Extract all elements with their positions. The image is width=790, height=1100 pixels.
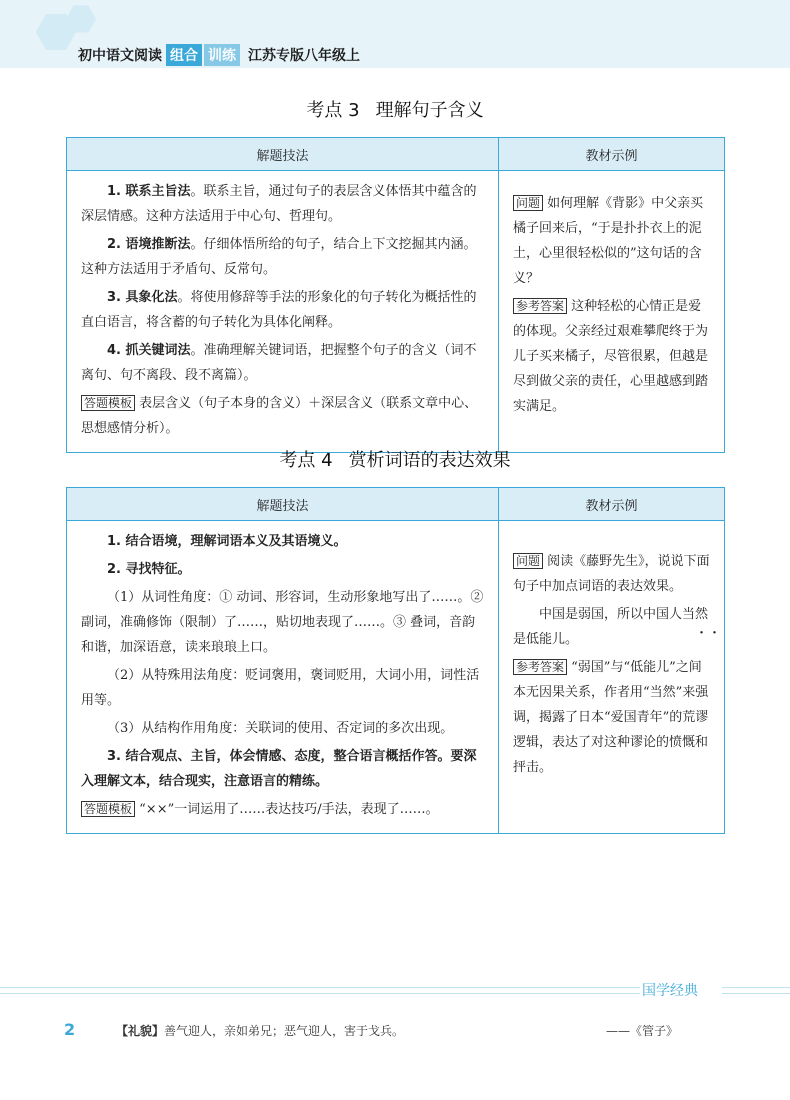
footer-divider xyxy=(722,987,790,988)
section3-example-cell xyxy=(499,171,725,453)
answer-template: 答题模板 “××”一词运用了……表达技巧/手法，表现了……。 xyxy=(81,797,488,822)
series-edition: 江苏专版八年级上 xyxy=(248,48,360,64)
section4-number: 考点 4 xyxy=(279,450,333,471)
method-subitem: （3）从结构作用角度：关联词的使用、否定词的多次出现。 xyxy=(107,721,454,736)
footer-quote xyxy=(116,1022,404,1039)
method-item: 4. 抓关键词法。准确理解关键词语，把握整个句子的含义（词不离句、句不离段、段不离篇）。 xyxy=(81,343,477,383)
page-number: 2 xyxy=(64,1020,76,1039)
quote-source: ——《管子》 xyxy=(606,1024,679,1038)
example-sentence: 中国是弱国，所以中国人当然是低能儿。 xyxy=(513,607,709,647)
method-item: 2. 寻找特征。 xyxy=(107,562,191,577)
section4-heading xyxy=(0,446,790,472)
section3-col-left-header: 解题技法 xyxy=(67,138,499,171)
section4-col-right-header: 教材示例 xyxy=(499,488,725,521)
method-subitem: （1）从词性角度：① 动词、形容词，生动形象地写出了……。② 副词，准确修饰（限制）了……，贴切地表现了……。③ 叠词，音韵和谐，加深语意，读来琅琅上口。 xyxy=(81,590,484,655)
section3-number: 考点 3 xyxy=(306,100,360,121)
emphasis-dot-word: 然 xyxy=(695,607,709,622)
section4-table xyxy=(66,487,725,834)
series-tag-1: 组合 xyxy=(166,44,202,66)
template-label: 答题模板 xyxy=(81,801,135,817)
template-label: 答题模板 xyxy=(81,395,135,411)
answer-template: 答题模板 表层含义（句子本身的含义）＋深层含义（联系文章中心、思想感情分析）。 xyxy=(81,396,478,436)
footer-divider xyxy=(0,987,640,988)
method-subitem: （2）从特殊用法角度：贬词褒用，褒词贬用，大词小用，词性活用等。 xyxy=(81,668,480,708)
example-answer: 参考答案 这种轻松的心情正是爱的体现。父亲经过艰难攀爬终于为儿子买来橘子，尽管很累，但越是尽到做父亲的责任，心里越感到踏实满足。 xyxy=(513,299,709,414)
section3-col-right-header: 教材示例 xyxy=(499,138,725,171)
section3-methods-cell xyxy=(67,171,499,453)
method-item: 3. 结合观点、主旨，体会情感、态度，整合语言概括作答。要深入理解文本，结合现实，注意语言的精练。 xyxy=(81,749,477,789)
quote-tag: 【礼貌】 xyxy=(116,1024,165,1038)
emphasis-dot-word: 当 xyxy=(682,607,696,622)
section3-heading xyxy=(0,96,790,122)
method-item: 1. 结合语境，理解词语本义及其语境义。 xyxy=(107,534,347,549)
method-item: 1. 联系主旨法。联系主旨，通过句子的表层含义体悟其中蕴含的深层情感。这种方法适用于中心句、哲理句。 xyxy=(81,184,477,224)
book-series-title xyxy=(78,44,360,66)
series-tag-2: 训练 xyxy=(204,44,240,66)
footer-divider xyxy=(722,993,790,994)
method-item: 2. 语境推断法。仔细体悟所给的句子，结合上下文挖掘其内涵。这种方法适用于矛盾句、反常句。 xyxy=(81,237,477,277)
example-question: 问题 如何理解《背影》中父亲买橘子回来后，“于是扑扑衣上的泥土，心里很轻松似的”这句话的含义？ xyxy=(513,196,704,286)
footer-label: 国学经典 xyxy=(642,983,698,999)
section4-methods-cell xyxy=(67,521,499,834)
section4-title: 赏析词语的表达效果 xyxy=(348,450,511,471)
footer-divider xyxy=(0,993,640,994)
quote-text: 善气迎人，亲如弟兄；恶气迎人，害于戈兵。 xyxy=(164,1024,405,1038)
method-item: 3. 具象化法。将使用修辞等手法的形象化的句子转化为概括性的直白语言，将含蓄的句子转化为具体化阐释。 xyxy=(81,290,477,330)
section4-example-cell xyxy=(499,521,725,834)
example-question: 问题 阅读《藤野先生》，说说下面句子中加点词语的表达效果。 xyxy=(513,554,710,594)
section4-col-left-header: 解题技法 xyxy=(67,488,499,521)
example-answer: 参考答案 “弱国”与“低能儿”之间本无因果关系，作者用“当然”来强调，揭露了日本“爱国青年”的荒谬逻辑，表达了对这种谬论的愤慨和抨击。 xyxy=(513,660,709,775)
series-name: 初中语文阅读 xyxy=(78,48,162,64)
section3-title: 理解句子含义 xyxy=(375,100,484,121)
section3-table xyxy=(66,137,725,453)
